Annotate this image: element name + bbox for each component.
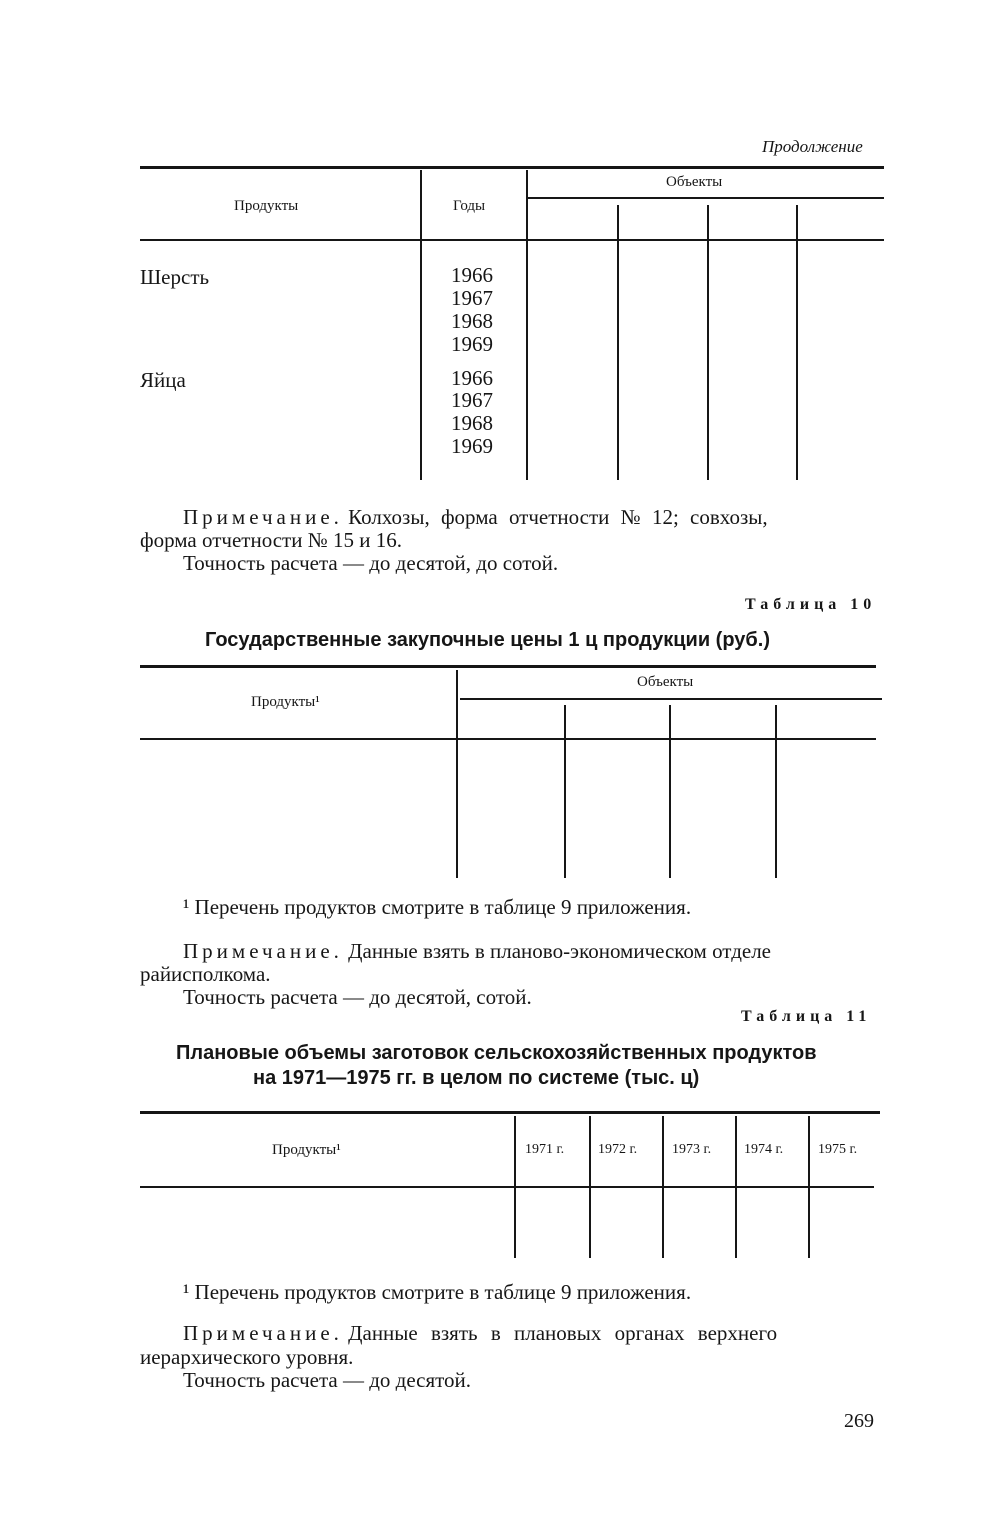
note-label: Примечание. bbox=[183, 505, 343, 529]
table-vline bbox=[514, 1116, 516, 1258]
footnote: ¹ Перечень продуктов смотрите в таблице 9 приложения. bbox=[183, 895, 692, 919]
table-vline bbox=[456, 670, 458, 878]
accuracy-note: Точность расчета — до десятой, сотой. bbox=[183, 985, 532, 1009]
table-vline bbox=[796, 205, 798, 480]
table-top-rule bbox=[140, 1111, 880, 1114]
accuracy-note: Точность расчета — до десятой, до сотой. bbox=[183, 551, 559, 575]
page-number: 269 bbox=[844, 1410, 874, 1432]
note-label: Примечание. bbox=[183, 939, 343, 963]
table-title: Плановые объемы заготовок сельскохозяйственных продуктов bbox=[176, 1042, 817, 1064]
year-value: 1968 bbox=[451, 309, 493, 333]
product-name: Яйца bbox=[140, 368, 186, 392]
table-caption: Таблица 11 bbox=[741, 1008, 872, 1025]
accuracy-note: Точность расчета — до десятой. bbox=[183, 1368, 472, 1392]
product-name: Шерсть bbox=[140, 265, 210, 289]
year-value: 1969 bbox=[451, 332, 493, 356]
header-bottom-rule bbox=[140, 1186, 874, 1188]
year-value: 1968 bbox=[451, 411, 493, 435]
note-text: Данные взять в планово-экономическом отделе bbox=[348, 939, 772, 963]
note-label: Примечание. bbox=[183, 1321, 343, 1345]
note-text: Колхозы, форма отчетности № 12; совхозы, bbox=[348, 505, 768, 529]
note-line: форма отчетности № 15 и 16. bbox=[140, 528, 402, 552]
note-line: райисполкома. bbox=[140, 962, 271, 986]
table-caption: Таблица 10 bbox=[745, 596, 877, 613]
column-header-products: Продукты¹ bbox=[272, 1142, 341, 1158]
table-vline bbox=[775, 705, 777, 878]
column-header-year: 1972 г. bbox=[598, 1142, 638, 1157]
year-value: 1966 bbox=[451, 263, 493, 287]
table-vline bbox=[589, 1116, 591, 1258]
column-header-products: Продукты¹ bbox=[251, 694, 320, 710]
table-vline bbox=[707, 205, 709, 480]
table-top-rule bbox=[140, 665, 876, 668]
table-title: на 1971—1975 гг. в целом по системе (тыс. ц) bbox=[253, 1067, 700, 1089]
footnote: ¹ Перечень продуктов смотрите в таблице 9 приложения. bbox=[183, 1280, 692, 1304]
continuation-label: Продолжение bbox=[762, 137, 863, 156]
table-vline bbox=[669, 705, 671, 878]
year-value: 1969 bbox=[451, 434, 493, 458]
table-vline bbox=[420, 170, 422, 480]
table-vline bbox=[735, 1116, 737, 1258]
table-vline bbox=[526, 170, 528, 480]
column-header-year: 1973 г. bbox=[672, 1142, 712, 1157]
column-header-year: 1975 г. bbox=[818, 1142, 858, 1157]
header-bottom-rule bbox=[140, 738, 876, 740]
year-value: 1966 bbox=[451, 366, 493, 390]
column-header-objects: Объекты bbox=[666, 174, 723, 190]
table-vline bbox=[662, 1116, 664, 1258]
table-vline bbox=[808, 1116, 810, 1258]
column-header-years: Годы bbox=[453, 198, 486, 214]
column-header-products: Продукты bbox=[234, 198, 299, 214]
table-vline bbox=[617, 205, 619, 480]
note-text: Данные взять в плановых органах верхнего bbox=[348, 1321, 778, 1345]
note-line bbox=[183, 506, 768, 529]
year-value: 1967 bbox=[451, 388, 493, 412]
header-bottom-rule bbox=[140, 239, 884, 241]
column-header-objects: Объекты bbox=[637, 674, 694, 690]
objects-subheader-rule bbox=[528, 197, 884, 199]
table-title: Государственные закупочные цены 1 ц продукции (руб.) bbox=[205, 629, 770, 651]
table-top-rule bbox=[140, 166, 884, 169]
note-line bbox=[183, 1322, 777, 1345]
column-header-year: 1974 г. bbox=[744, 1142, 784, 1157]
year-value: 1967 bbox=[451, 286, 493, 310]
objects-subheader-rule bbox=[460, 698, 882, 700]
note-line: иерархического уровня. bbox=[140, 1345, 354, 1369]
column-header-year: 1971 г. bbox=[525, 1142, 565, 1157]
note-line bbox=[183, 940, 771, 963]
table-vline bbox=[564, 705, 566, 878]
